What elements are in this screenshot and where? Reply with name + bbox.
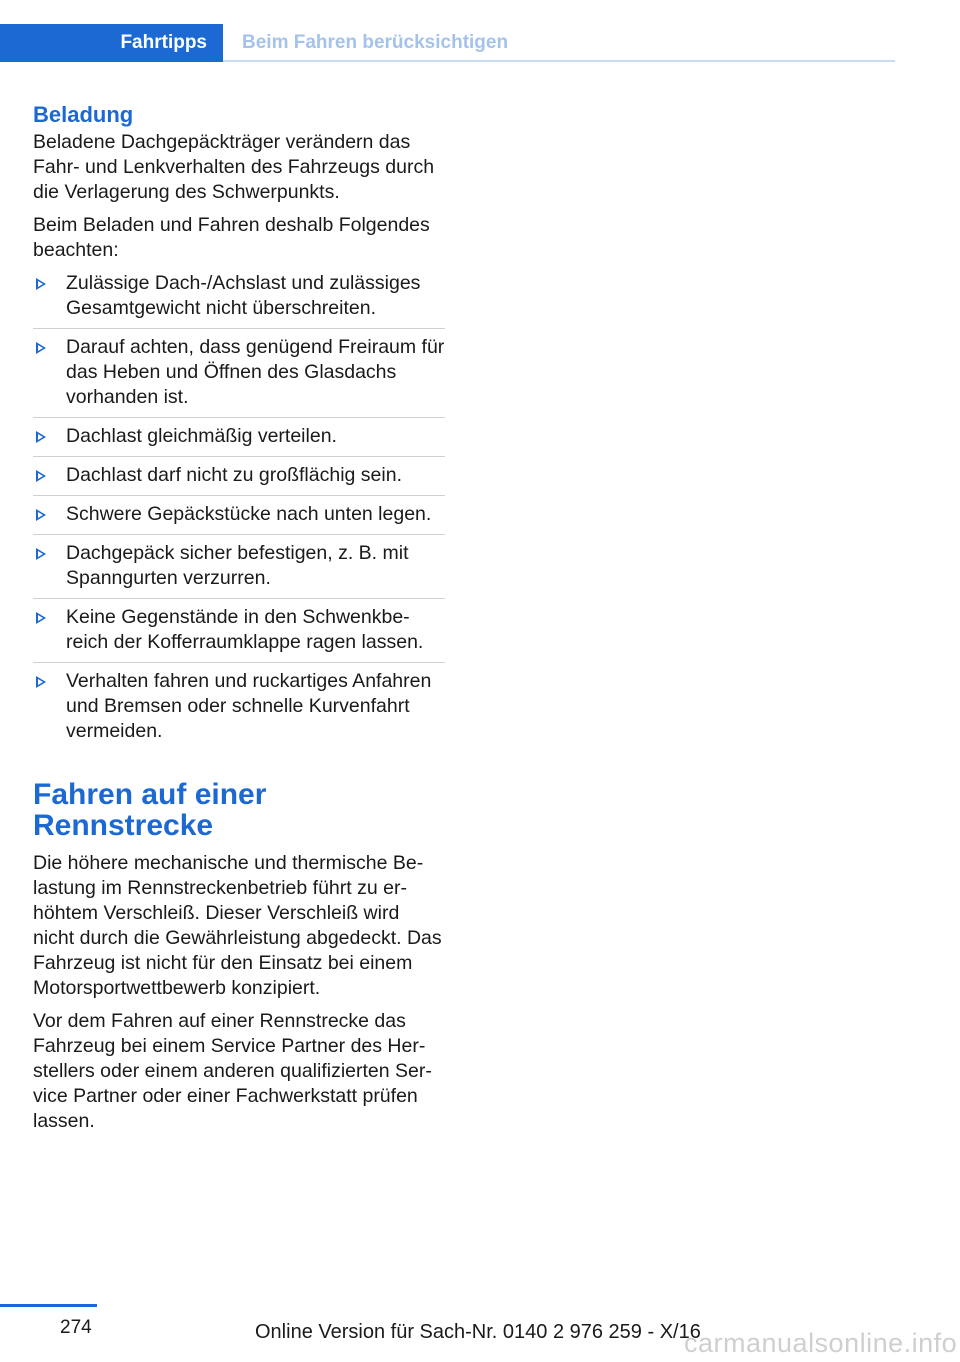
footer-divider: [0, 1304, 97, 1307]
list-item-text: Schwere Gepäckstücke nach unten legen.: [66, 503, 432, 525]
list-item: [33, 605, 445, 663]
triangle-bullet-icon: [36, 509, 46, 521]
list-item-text: Dachlast gleichmäßig verteilen.: [66, 425, 337, 447]
beladung-heading: Beladung: [33, 102, 134, 127]
list-item: [33, 669, 445, 751]
list-item: [33, 271, 445, 329]
section-title: Beim Fahren berücksichtigen: [242, 32, 509, 53]
list-item: [33, 502, 445, 535]
page-header: [0, 24, 895, 62]
online-version-note: Online Version für Sach-Nr. 0140 2 976 259 - X/16: [255, 1321, 701, 1343]
beladung-paragraph-2: Beim Beladen und Fahren deshalb Folgendes beachten:: [33, 214, 430, 261]
list-item-text: Darauf achten, dass genügend Freiraum für das Heben und Öffnen des Glasdachs vorhanden ist.: [66, 336, 445, 408]
triangle-bullet-icon: [36, 548, 46, 560]
list-item-text: Dachlast darf nicht zu großflächig sein.: [66, 464, 402, 486]
triangle-bullet-icon: [36, 676, 46, 688]
list-item: [33, 463, 445, 496]
triangle-bullet-icon: [36, 342, 46, 354]
beladung-list: [33, 271, 445, 751]
list-item-text: Keine Gegenstände in den Schwenkbereich der Kofferraumklappe ragen lassen.: [66, 606, 424, 653]
triangle-bullet-icon: [36, 612, 46, 624]
list-item-text: Zulässige Dach-/Achslast und zulässiges Gesamtgewicht nicht überschreiten.: [66, 272, 421, 319]
chapter-tab: Fahrtipps: [0, 24, 223, 62]
triangle-bullet-icon: [36, 431, 46, 443]
rennstrecke-heading: Fahren auf einer Rennstrecke: [33, 778, 267, 842]
header-divider: [223, 60, 895, 62]
page-number: 274: [60, 1317, 92, 1338]
triangle-bullet-icon: [36, 278, 46, 290]
list-item: [33, 335, 445, 418]
beladung-paragraph-1: Beladene Dachgepäckträger verändern das Fahr- und Lenkverhalten des Fahrzeugs durch die Verlagerung des Schwerpunkts.: [33, 131, 435, 203]
watermark: carmanualsonline.info: [684, 1328, 958, 1358]
rennstrecke-paragraph-1: Die höhere mechanische und thermische Belastung im Rennstreckenbetrieb führt zu erhöhtem Verschleiß. Dieser Verschleiß wird nicht durch die Gewährleistung abgedeckt. Das Fahrzeug ist nicht für den Einsatz bei einem Motorsportwettbewerb konzipiert.: [33, 852, 442, 999]
rennstrecke-paragraph-2: Vor dem Fahren auf einer Rennstrecke das Fahrzeug bei einem Service Partner des Herstellers oder einem anderen qualifizierten Service Partner oder einer Fachwerkstatt prüfen lassen.: [33, 1010, 432, 1132]
list-item-text: Dachgepäck sicher befestigen, z. B. mit Spanngurten verzurren.: [66, 542, 409, 589]
triangle-bullet-icon: [36, 470, 46, 482]
content-column: [33, 100, 445, 1142]
list-item: [33, 541, 445, 599]
list-item: [33, 424, 445, 457]
list-item-text: Verhalten fahren und ruckartiges Anfahren und Bremsen oder schnelle Kurvenfahrt vermeiden.: [66, 670, 432, 742]
